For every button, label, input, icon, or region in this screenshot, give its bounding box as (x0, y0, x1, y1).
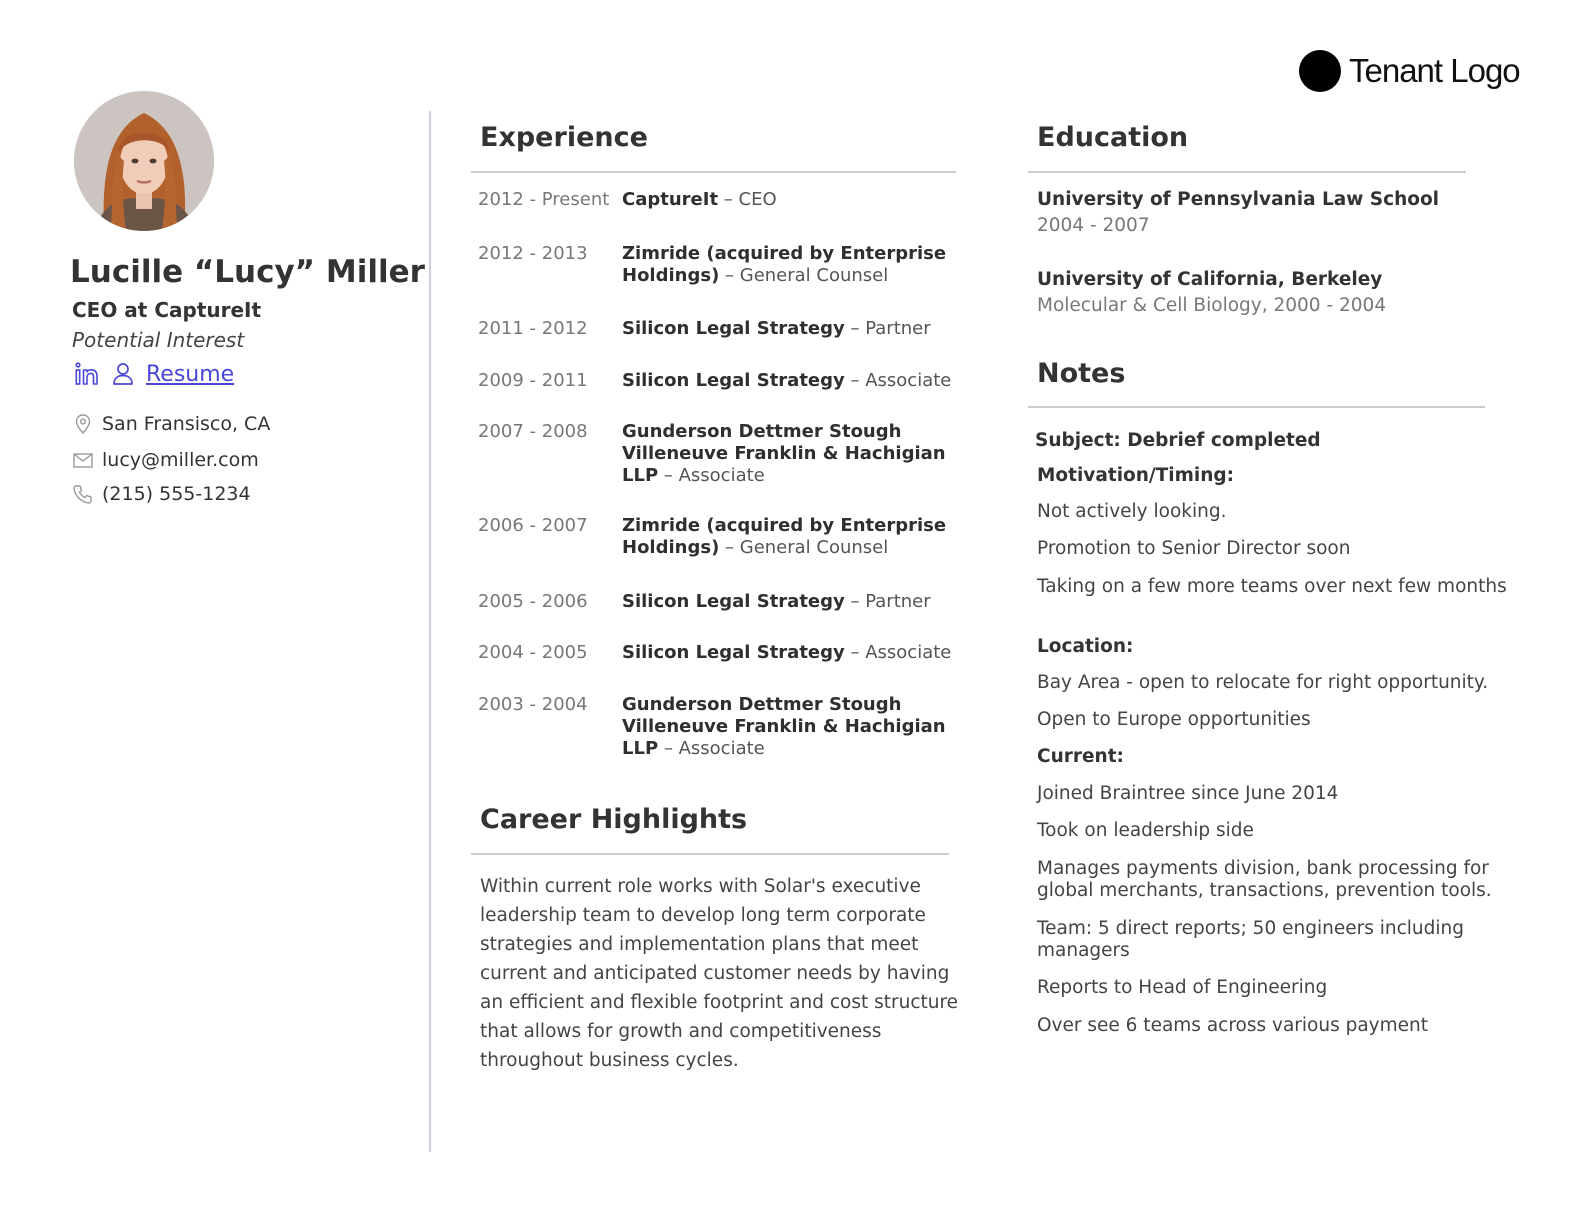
email-text[interactable]: lucy@miller.com (102, 449, 259, 471)
experience-item (478, 243, 958, 287)
career-highlights-divider (471, 853, 949, 855)
notes-heading: Notes (1037, 358, 1126, 389)
experience-dates: 2007 - 2008 (478, 421, 588, 442)
experience-description: Zimride (acquired by Enterprise Holdings) – General Counsel (622, 243, 947, 286)
experience-description: Gunderson Dettmer Stough Villeneuve Franklin & Hachigian LLP – Associate (622, 694, 946, 759)
experience-item (478, 370, 958, 392)
experience-company: Gunderson Dettmer Stough Villeneuve Franklin & Hachigian LLP (622, 694, 946, 759)
experience-role: Partner (865, 591, 931, 612)
experience-dates: 2009 - 2011 (478, 370, 588, 391)
education-item (1037, 187, 1439, 239)
experience-role: Associate (865, 642, 952, 663)
notes-current-heading: Current: (1037, 746, 1124, 767)
notes-motivation-heading: Motivation/Timing: (1037, 465, 1235, 486)
experience-dates: 2012 - 2013 (478, 243, 588, 264)
candidate-name: Lucille “Lucy” Miller (70, 254, 425, 290)
experience-description: Silicon Legal Strategy – Partner (622, 318, 931, 339)
experience-item (478, 694, 958, 760)
phone-text[interactable]: (215) 555-1234 (102, 483, 251, 505)
note-item: Not actively looking. (1037, 501, 1227, 522)
education-detail: 2004 - 2007 (1037, 215, 1150, 236)
education-school: University of Pennsylvania Law School (1037, 189, 1440, 210)
experience-description: CaptureIt – CEO (622, 189, 777, 210)
experience-divider (471, 171, 956, 173)
experience-role: Associate (678, 738, 765, 759)
note-item: Reports to Head of Engineering (1037, 977, 1328, 998)
candidate-role: CEO at CaptureIt (72, 298, 262, 322)
experience-company: Zimride (acquired by Enterprise Holdings) (622, 515, 947, 558)
experience-company: Silicon Legal Strategy (622, 591, 845, 612)
experience-item (478, 642, 958, 664)
note-item: Promotion to Senior Director soon (1037, 538, 1351, 559)
location-row (72, 413, 270, 435)
experience-item (478, 318, 958, 340)
note-item: Joined Braintree since June 2014 (1037, 783, 1339, 804)
experience-dates: 2004 - 2005 (478, 642, 588, 663)
person-icon[interactable] (110, 361, 136, 387)
experience-dates: 2005 - 2006 (478, 591, 588, 612)
linkedin-icon[interactable] (74, 361, 100, 387)
experience-description: Silicon Legal Strategy – Associate (622, 370, 952, 391)
education-item (1037, 267, 1386, 319)
experience-company: Zimride (acquired by Enterprise Holdings) (622, 243, 947, 286)
notes-divider (1028, 406, 1485, 408)
education-school: University of California, Berkeley (1037, 269, 1383, 290)
notes-location-heading: Location: (1037, 636, 1134, 657)
experience-role: Associate (865, 370, 952, 391)
experience-company: Silicon Legal Strategy (622, 318, 845, 339)
map-pin-icon (72, 413, 94, 435)
note-item: Manages payments division, bank processing for global merchants, transactions, prevention tools. (1037, 858, 1492, 901)
column-divider (429, 111, 431, 1152)
notes-subject: Subject: Debrief completed (1035, 430, 1321, 451)
profile-links (74, 361, 234, 387)
avatar-portrait-image (74, 91, 214, 231)
experience-company: Silicon Legal Strategy (622, 642, 845, 663)
phone-icon (72, 483, 94, 505)
career-highlights-heading: Career Highlights (480, 804, 748, 835)
experience-item (478, 189, 958, 211)
note-item: Team: 5 direct reports; 50 engineers including managers (1037, 918, 1464, 961)
education-divider (1028, 171, 1466, 173)
experience-dates: 2006 - 2007 (478, 515, 588, 536)
experience-item (478, 421, 958, 487)
avatar (74, 91, 214, 231)
note-item: Took on leadership side (1037, 820, 1254, 841)
tenant-logo (1299, 50, 1520, 92)
logo-mark (1299, 50, 1341, 92)
experience-heading: Experience (480, 122, 648, 153)
experience-description: Zimride (acquired by Enterprise Holdings) – General Counsel (622, 515, 947, 558)
experience-description: Silicon Legal Strategy – Partner (622, 591, 931, 612)
experience-role: Partner (865, 318, 931, 339)
email-row (72, 449, 259, 471)
experience-company: Silicon Legal Strategy (622, 370, 845, 391)
experience-role: General Counsel (739, 265, 889, 286)
note-item: Open to Europe opportunities (1037, 709, 1311, 730)
note-item: Bay Area - open to relocate for right opportunity. (1037, 672, 1489, 693)
experience-item (478, 591, 958, 613)
experience-company: Gunderson Dettmer Stough Villeneuve Franklin & Hachigian LLP (622, 421, 946, 486)
note-item: Over see 6 teams across various payment (1037, 1015, 1429, 1036)
experience-description: Silicon Legal Strategy – Associate (622, 642, 952, 663)
experience-item (478, 515, 958, 559)
experience-dates: 2003 - 2004 (478, 694, 588, 715)
resume-link[interactable]: Resume (146, 361, 235, 387)
logo-text: Tenant Logo (1349, 52, 1520, 89)
phone-row (72, 483, 251, 505)
experience-description: Gunderson Dettmer Stough Villeneuve Franklin & Hachigian LLP – Associate (622, 421, 946, 486)
experience-role: CEO (738, 189, 777, 210)
experience-dates: 2011 - 2012 (478, 318, 588, 339)
location-text: San Fransisco, CA (102, 413, 271, 435)
experience-role: General Counsel (739, 537, 889, 558)
experience-role: Associate (678, 465, 765, 486)
education-heading: Education (1037, 122, 1189, 153)
education-detail: Molecular & Cell Biology, 2000 - 2004 (1037, 295, 1387, 316)
note-item: Taking on a few more teams over next few months (1037, 576, 1507, 597)
experience-dates: 2012 - Present (478, 189, 610, 210)
career-highlights-text: Within current role works with Solar's executive leadership team to develop long term corporate strategies and implementation plans that meet current and anticipated customer needs by having an efficient and flexible footprint and cost structure that allows for growth and competitiveness throughout business cycles. (480, 876, 959, 1071)
envelope-icon (72, 449, 94, 471)
candidate-status: Potential Interest (72, 328, 245, 352)
experience-company: CaptureIt (622, 189, 719, 210)
